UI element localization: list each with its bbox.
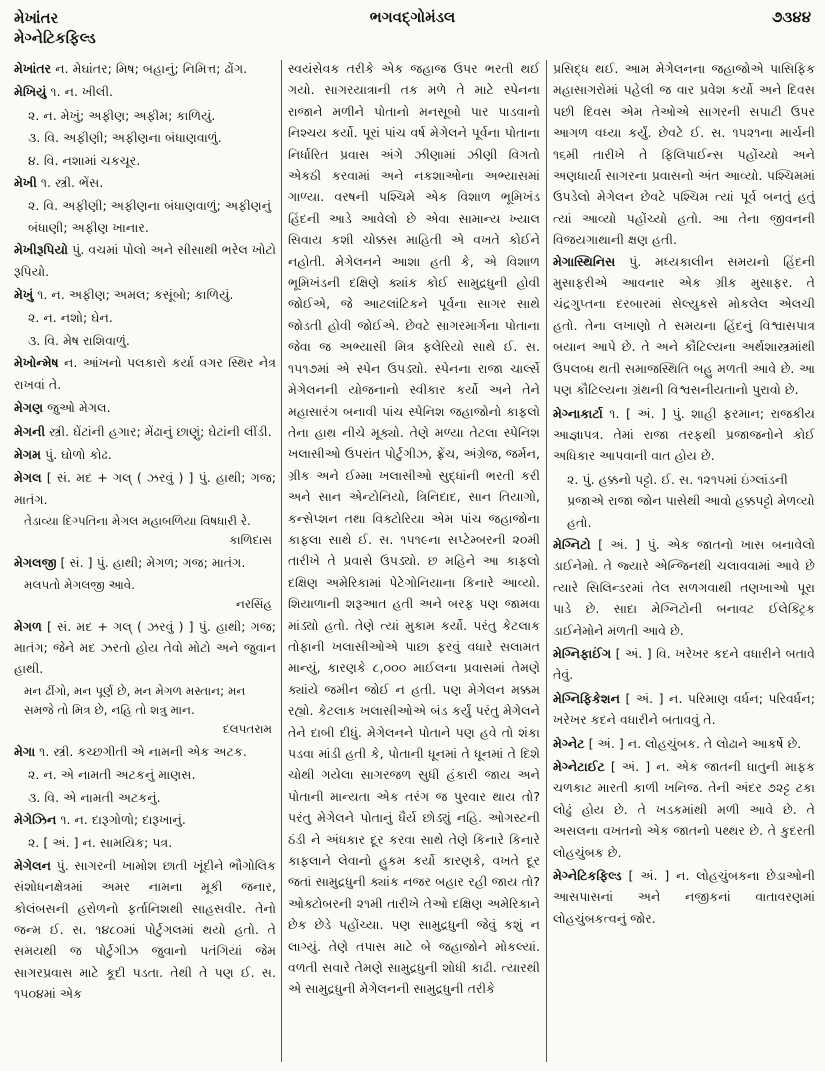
dictionary-entry: [14, 741, 276, 762]
dictionary-entry: [14, 421, 276, 442]
headword: મેગણ: [14, 400, 44, 416]
definition: [ અં. ] ન. લોહચુંબક. તે લોઢાને આકર્ષે છે.: [584, 735, 802, 751]
dictionary-entry: [14, 397, 276, 418]
column-2: [288, 58, 540, 1063]
definition: ન. આંખનો પલકારો કર્યા વગર સ્થિર નેત્ર રાખવાં તે.: [14, 355, 276, 392]
definition: [ અં. ] વિ. ખરેખર કદને વધારીને બતાવે તેવું.: [553, 645, 815, 683]
dictionary-entry: [14, 352, 276, 395]
continued-paragraph: સ્વયંસેવક તરીકે એક જહાજ ઉપર ભરતી થઈ ગયો. સાગરયાત્રાની તક મળે તે માટે સ્પેનના રાજાને મળીને પોતાનો મનસૂબો પાર પાડવાનો નિશ્ચય કર્યો. પૂરાં પાંચ વર્ષ મેગેલને પૂર્વના પોતાના નિર્ધારિત પ્રવાસ અંગે ઝીણામાં ઝીણી વિગતો એકઠી કરવામાં અને નકશાઓના અભ્યાસમાં ગાળ્યા. વરષની પશ્ચિમે એક વિશાળ ભૂમિખંડ હિંદની આડે આવેલો છે એવા સામાન્ય ખ્યાલ સિવાય કશી ચોક્કસ માહિતી એ વખતે કોઈને નહોતી. મેગેલનને આશા હતી કે, એ વિશાળ ભૂમિખંડની દક્ષિણે ક્યાંક કોઈ સામુદ્રધુની હોવી જોઈએ, જે આટલાંટિકને પૂર્વના સાગર સાથે જોડતી હોવી જોઈએ. છેવટે સાગરમાર્ગના પોતાના જેવા જ અભ્યાસી મિત્ર ફલેરિયો સાથે ઈ. સ. ૧૫૧૭માં એ સ્પેન ઉપડ્યો. સ્પેનના રાજા ચાર્લ્સે મેગેલનની યોજનાનો સ્વીકાર કર્યો અને તેને મહાસારંગ બનાવી પાંચ સ્પેનિશ જહાજોનો કાફલો તેના હાથ નીચે મૂક્યો. તેણે મળ્યા તેટલા સ્પેનિશ ખલાસીઓ ઉપરાંત પોર્ટુગીઝ, ફ્રેંચ, અંગ્રેજ, જર્મન, ગ્રીક અને ઈમ્મા ખલાસીઓ સુદ્ધાંની ભરતી કરી અને સાન એન્ટોનિયો, ત્રિનિદાદ, સાન તિયાગો, કન્સેપ્શન તથા વિક્ટોરિયા એમ પાંચ જહાજોના કાફલા સાથે ઈ. સ. ૧૫૧૯ના સપ્ટેમ્બરની ૨૦મી તારીખે તે પ્રવાસે ઉપડ્યો. છ મહિને આ કાફલો દક્ષિણ અમેરિકામાં પેટેગોનિયાના કિનારે આવ્યો. શિયાળાની શરૂઆત હતી અને બરફ પણ જામવા માંડ્યો હતો. તેણે ત્યાં મુકામ કર્યો. પરંતુ કેટલાક તોફાની ખલાસીઓએ પાછા ફરવું વધારે સલામત માન્યું, કારણકે ૮,૦૦૦ માઈલના પ્રવાસમાં તેમણે ક્યાંયે જમીન જોઈ ન હતી. પણ મેગેલન મક્કમ રહ્યો. કેટલાક ખલાસીઓએ બંડ કર્યું પરંતુ મેગેલને તેને દાબી દીધું. મેગેલનને પોતાને પણ હવે તો શંકા પડવા માંડી હતી કે, પોતાની ધૂનમાં તે ધૂનમાં તે દિશે ચોથી ગયેલા સાગરજળ સુધી હંકારી જાય અને પોતાની માન્યતા એક તરંગ જ પુરવાર થાય તો? પરંતુ મેગેલને પોતાનું ધૈર્ય છોડ્યું નહિ. ઓગસ્ટની ઠંડી ને અંધકાર દૂર કરવા સાથે તેણે કિનારે કિનારે કાફલાને લેવાનો હુકમ કર્યો કારણકે, વખતે દૂર જતાં સામુદ્રધુની ક્યાંક નજર બહાર રહી જાય તો? ઓક્ટોબરની ૨૧મી તારીખે તેઓ દક્ષિણ અમેરિકાને છેક છેડે પહોંચ્યા. પણ સામુદ્રધુની જેવું કશું ન લાગ્યું. તેણે તપાસ માટે બે જહાજોને મોકલ્યાં. વળતી સવારે તેમણે સામુદ્રધુની શોધી કાઢી. ત્યારથી એ સામુદ્રધુની મેગેલનની સામુદ્રધુની તરીકે: [288, 61, 540, 997]
headword: મેગમ: [14, 446, 41, 462]
definition: પું. ઘોળો કોઢ.: [40, 446, 112, 462]
definition: પું. સાગરની ખામોશ છાતી ખૂંદીને ભૌગોલિક સંશોધનક્ષેત્રમાં અમર નામના મૂકી જનાર, કોલંબસની હરોળનો ફર્તાનિશથી સાહસવીર. તેનો જન્મ ઈ. સ. ૧૪૮૦માં પોર્ટુગલમાં થયો હતો. તે સમયથી જ પોર્ટુગીઝ જુવાનો પતંગિયાં જેમ સાગરપ્રવાસ માટે કૂદી પડતા. તેથી તે પણ ઈ. સ. ૧૫૦૪માં એક: [14, 857, 276, 1002]
headword: મેગલ: [14, 470, 42, 486]
headword: મેગની: [14, 423, 46, 439]
headword: મેગ્નેટિકફિલ્ડ: [553, 868, 622, 884]
dictionary-entry: [14, 81, 276, 102]
citation-author: નરસિંહ: [235, 596, 272, 611]
dictionary-entry: [14, 552, 276, 573]
dictionary-entry: [14, 809, 276, 830]
first-guide-word: મેખાંતર: [14, 9, 59, 27]
sub-sense: ૨. ન. નશો; ઘેન.: [28, 310, 113, 326]
page-header: [0, 0, 825, 60]
sub-sense: ૨. ન. મેખું; અફીણ; અફીમ; કાળિયું.: [28, 107, 216, 123]
definition: [ અં. ] ન. એક જાતની ધાતુની માફક ચળકાટ મારતી કાળી ખનિજ. તેની અંદર ૭૨ટ્ટ ટકા લોઢું હોય છે. તે ખડકમાંથી મળી આવે છે. તે અસલના વખતનો એક જાતનો પથ્થર છે. તે કુદરતી લોહચુંબક છે.: [553, 759, 815, 860]
column-3: [553, 58, 815, 1063]
headword: મેખાંતર: [14, 61, 52, 76]
citation-author: દલપતરામ: [222, 721, 272, 736]
page-number: ૭૩૪૪: [771, 8, 811, 26]
column-divider-1: [281, 60, 282, 1062]
dictionary-entry: [14, 444, 276, 465]
definition: [ સં. ] પું. હાથી; મેગળ; ગજ; માતંગ.: [56, 555, 246, 571]
dictionary-entry: [553, 756, 815, 863]
dictionary-title: ભગવદ્ગોમંડલ: [369, 8, 456, 26]
dictionary-entry: [553, 688, 815, 731]
headword: મેગેલન: [14, 857, 51, 873]
dictionary-entry: [553, 865, 815, 929]
headword: મેગ્નાકાર્ટા: [553, 405, 603, 421]
sub-sense: ૨. ન. એ નામતી અટકનું માણસ.: [28, 767, 196, 783]
definition: જુઓ મેગલ.: [43, 400, 111, 416]
definition: ૧. ન. ખીલી.: [46, 84, 114, 100]
definition: [ અં. ] પું. એક જાતનો ખાસ બનાવેલો ડાઈનેમો. તે જ્યારે એન્જિનથી ચલાવવામાં આવે છે ત્યારે સિલિન્ડરમાં તેલ સળગવાથી તણખાઓ પૂરા પાડે છે. સાદા મેગ્નિટોની બનાવટ ઈલેક્ટ્રિક ડાઈનેમોને મળતી આવે છે.: [553, 536, 815, 638]
headword: મેગ્નિફાઈંગ: [553, 645, 612, 661]
headword: મેગ્નિટો: [553, 536, 591, 552]
sub-sense: ૪. વિ. નશામાં ચકચૂર.: [28, 152, 141, 168]
sub-sense: ૨. વિ. અફીણી; અફીણના બંધાણવાળું; અફીણનું બંધાણી; અફીણ ખાનાર.: [28, 198, 272, 235]
citation-quote: મલપતો મેગલજી આવે.: [24, 577, 136, 592]
definition: ૧. સ્ત્રી. કચ્છગીતી એ નામની એક અટક.: [35, 743, 247, 759]
dictionary-entry: [14, 239, 276, 282]
definition: પું. મધ્યકાલીન સમયનો હિંદની મુસાફરીએ આવનાર એક ગ્રીક મુસાફર. તે ચંદ્રગુપ્તના દરબારમાં સેલ્યુકસે મોકલેલ એલચી હતો. તેના લખાણો તે સમયના હિંદનું વિશ્વાસપાત્ર બયાન આપે છે. તે અને કૌટિલ્યના અર્થશાસ્ત્રમાંથી ઉપલબ્ધ થતી સમાજસ્થિતિ બહુ મળતી આવે છે. આ પણ કૌટિલ્યના ગ્રંથની વિશ્વસનીયતાનો પુરાવો છે.: [553, 253, 815, 398]
headword: મેગ્નેટ: [553, 735, 585, 751]
dictionary-entry: [553, 403, 815, 467]
definition: [ સં. મદ + ગલ્ ( ઝરવું ) ] પું. હાથી; ગજ; માતંગ.: [14, 470, 276, 507]
sub-sense: ૨. પું. હક્કનો પટ્ટો. ઈ. સ. ૧૨૧૫માં ઇંગ્લાંડની પ્રજાએ રાજા જોન પાસેથી આવો હક્કપટ્ટો મેળવ્યો હતો.: [567, 471, 815, 530]
citation-quote: તેડાવ્યા દિગ્પતિના મેગલ મહાબળિયા વિષધારી રે.: [24, 514, 251, 529]
definition: ૧. ન. દારૂગોળો; દારૂખાનું.: [56, 811, 186, 827]
definition: ૧. [ અં. ] પું. શાહી ફરમાન; રાજકીય આજ્ઞાપત્ર. તેમાં રાજા તરફથી પ્રજાજનોને કોઈ અધિકાર આપવાની વાત હોય છે.: [553, 405, 815, 464]
headword: મેખીરૂપિયો: [14, 242, 69, 258]
headword: મેગ્નિફિકેશન: [553, 690, 620, 706]
dictionary-entry: [553, 251, 815, 401]
dictionary-entry: [553, 733, 815, 754]
definition: [ અં. ] ન. પરિમાણ વર્ધન; પરિવર્ધન; ખરેખર કદને વધારીને બતાવવું તે.: [553, 690, 815, 728]
definition: ૧. ન. અફીણ; અમલ; કસૂંબો; કાળિયું.: [33, 287, 234, 303]
definition: સ્ત્રી. ઘેંટાંની હગાર; મેંઢાનું છાણું; ઘેટાંની લીંડી.: [45, 423, 272, 439]
definition: ૧. સ્ત્રી. ભેંસ.: [36, 175, 104, 191]
citation-quote: મન ઢીંગો, મન પૂર્ણ છે, મન મેગળ મસ્તાન; મન સમજે તો મિત્ર છે, નહિ તો શત્રુ માન.: [24, 683, 246, 717]
sub-sense: ૩. વિ. મેષ રાશિવાળું.: [28, 332, 130, 348]
dictionary-entry: [14, 284, 276, 305]
definition: પું. વચમાં પોલો અને સીસાથી ભરેલ ખોટો રૂપિયો.: [14, 242, 276, 279]
dictionary-entry: [14, 855, 276, 1005]
dictionary-entry: [14, 467, 276, 510]
headword: મેગલજી: [14, 555, 57, 571]
citation-author: કાળિદાસ: [229, 533, 272, 548]
headword: મેગેઝિન: [14, 811, 57, 827]
definition: ન. મેઘાંતર; મિષ; બહાનું; નિમિત્ત; ઢોંગ.: [51, 61, 248, 76]
sub-sense: ૨. [ અં. ] ન. સામયિક; પત્ર.: [28, 835, 173, 851]
dictionary-entry: [553, 643, 815, 686]
dictionary-entry: [14, 616, 276, 680]
headword: મેગા: [14, 743, 36, 759]
dictionary-entry: [14, 58, 276, 79]
headword: મેગ્નેટાઈટ: [553, 759, 605, 774]
definition: [ અં. ] ન. લોહચુંબકના છેડાઓની આસપાસનાં અને નજીકનાં વાતાવરણમાં લોહચુંબકત્વનું જોર.: [553, 868, 815, 926]
headword: મેખોન્મેષ: [14, 355, 59, 371]
sub-sense: ૩. વિ. અફીણી; અફીણના બંધાણવાળું.: [28, 130, 222, 146]
continued-paragraph: પ્રસિદ્ધ થઈ. આમ મેગેલનના જહાજોએ પાસિફિક મહાસાગરોમાં પહેલી જ વાર પ્રવેશ કર્યો અને દિવસ પછી દિવસ એમ તેઓએ સાગરની સપાટી ઉપર આગળ વધ્યા કર્યું. છેવટે ઈ. સ. ૧૫૨૧ના માર્ચની ૧૬મી તારીખે તે ફિલિપાઈન્સ પહોંચ્યો અને અણધાર્યા સાગરના પ્રવાસનો અંત આવ્યો. પશ્ચિમમાં ઉપડેલો મેગેલન છેવટે પશ્ચિમ ત્યાં પૂર્વ બનતું હતું ત્યાં આવ્યો પહોંચ્યો હતો. આ તેના જીવનની વિજયગાથાની ક્ષણ હતી.: [553, 61, 815, 248]
headword: મેખી: [14, 175, 37, 191]
dictionary-entry: [14, 172, 276, 193]
headword: મેગાસ્થિનિસ: [553, 253, 616, 269]
definition: [ સં. મદ + ગલ્ ( ઝરવું ) ] પું. હાથી; ગજ; માતંગ; જેને મદ ઝરતો હોય તેવો મોટો અને જુવાન હાથી.: [14, 618, 276, 677]
headword: મેગળ: [14, 618, 42, 634]
dictionary-entry: [553, 534, 815, 641]
headword: મેખિયું: [14, 84, 47, 100]
last-guide-word: મેગ્નેટિકફિલ્ડ: [14, 29, 96, 47]
column-1: [14, 58, 276, 1063]
column-divider-2: [546, 60, 547, 1062]
headword: મેખું: [14, 287, 34, 303]
sub-sense: ૩. વિ. એ નામતી અટકનું.: [28, 789, 161, 805]
